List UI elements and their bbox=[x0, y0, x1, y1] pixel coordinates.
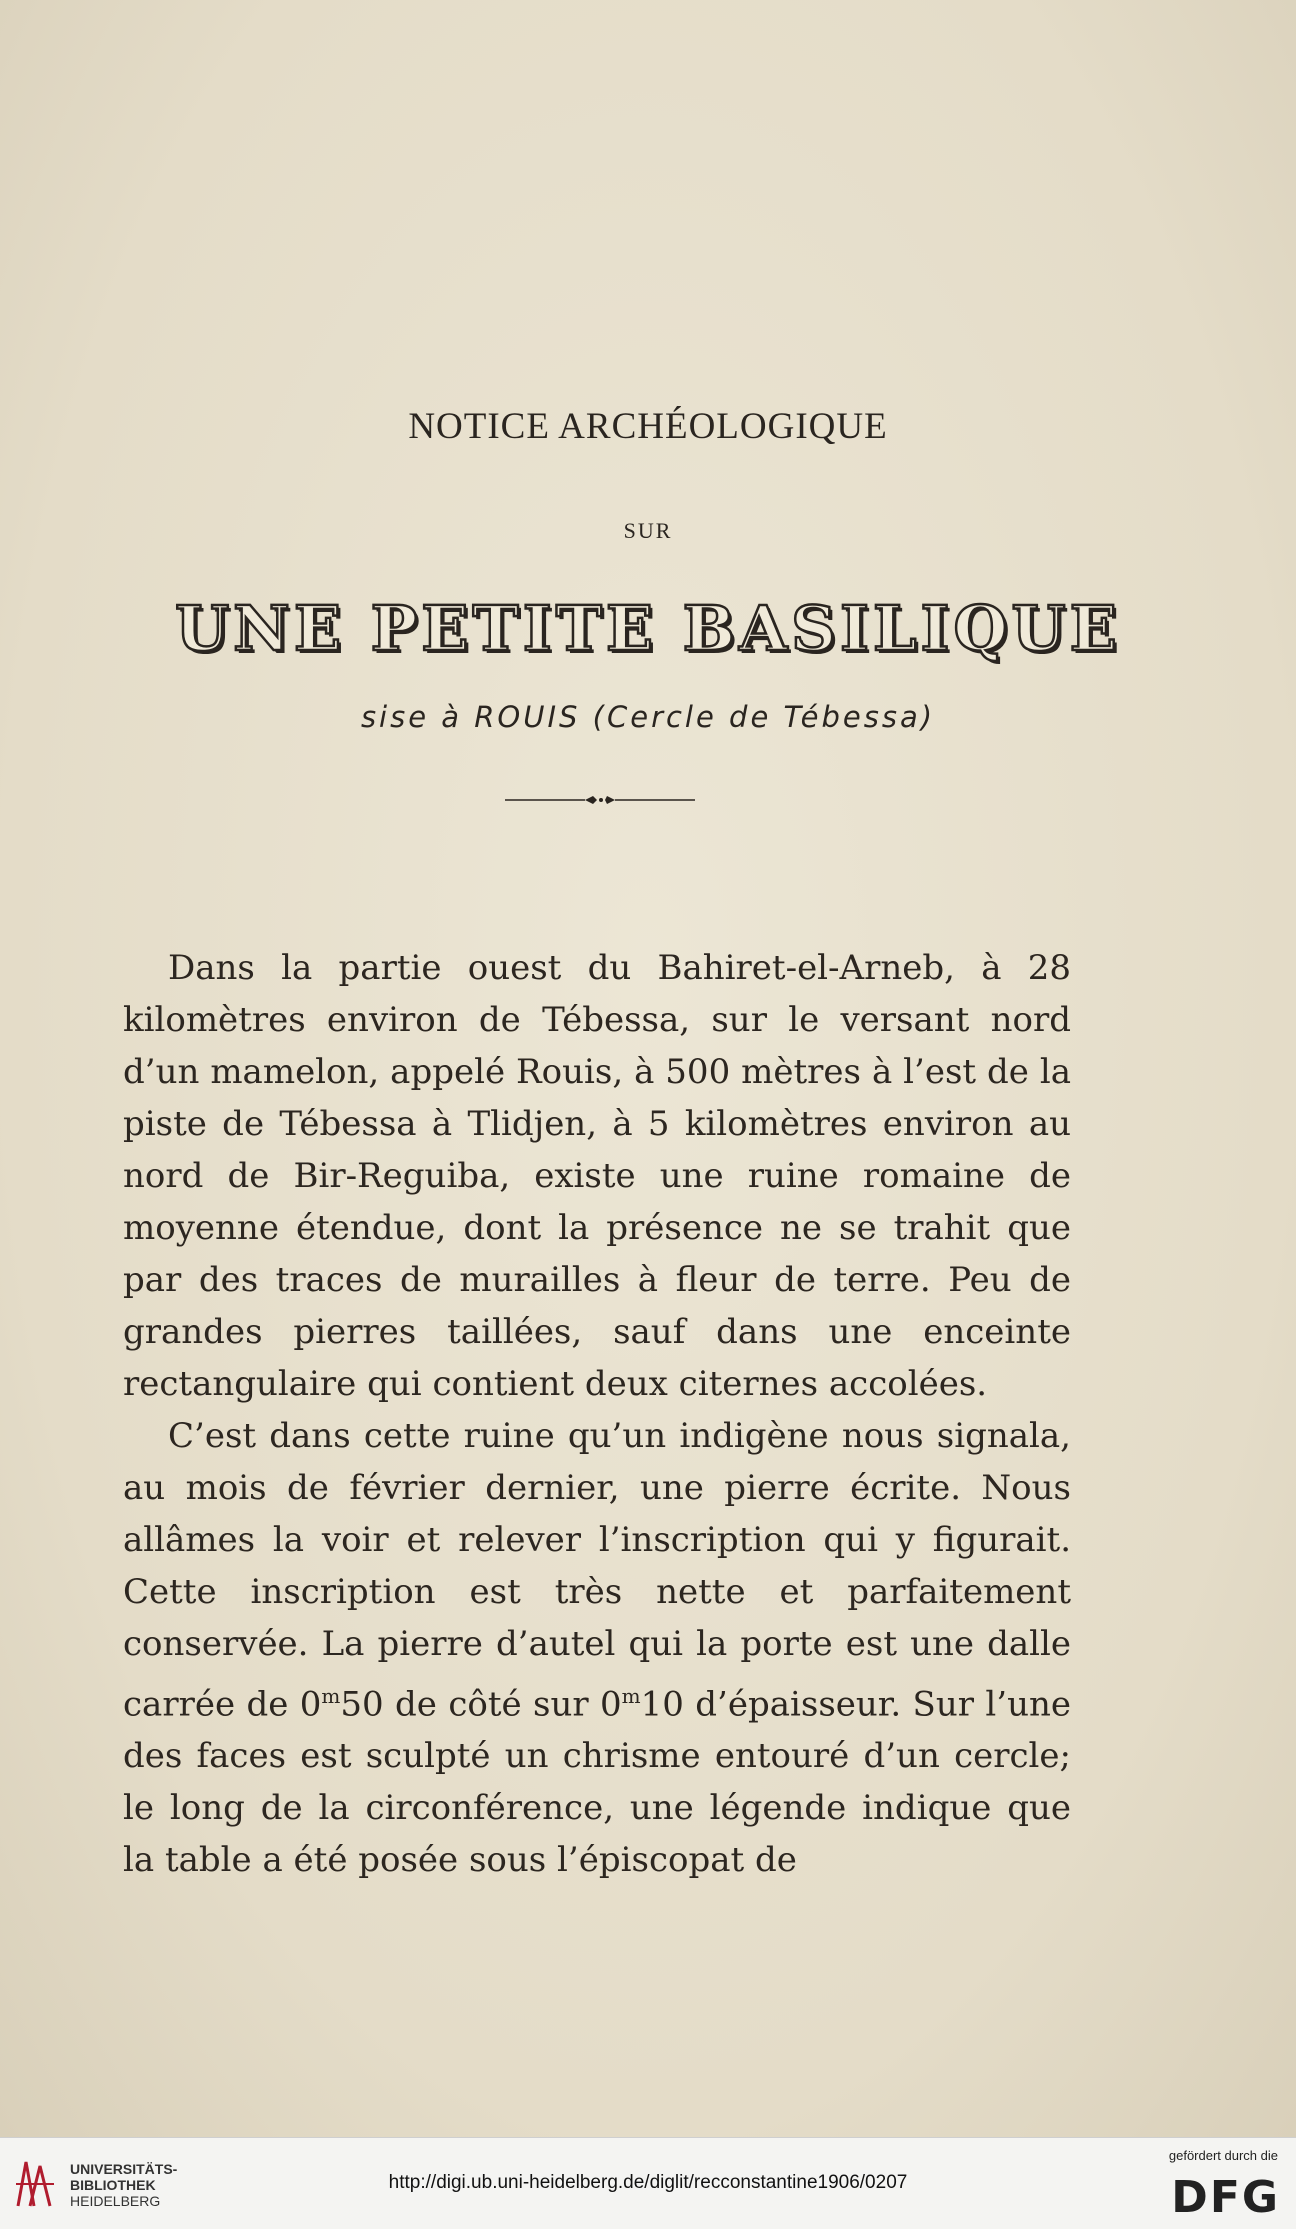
permalink-url[interactable]: http://digi.ub.uni-heidelberg.de/diglit/recconstantine1906/0207 bbox=[388, 2172, 908, 2193]
page-subtitle: sise à ROUIS (Cercle de Tébessa) bbox=[360, 700, 936, 734]
paragraph-1: Dans la partie ouest du Bahiret-el-Arneb, à 28 kilomètres environ de Tébessa, sur le versant nord d’un mamelon, appelé Rouis, à 500 mètres à l’est de la piste de Tébessa à Tlidjen, à 5 kilomètres environ au nord de Bir-Reguiba, existe une ruine romaine de moyenne étendue, dont la présence ne se trahit que par des traces de murailles à fleur de terre. Peu de grandes pierres taillées, sauf dans une enceinte rectangulaire qui contient deux citernes accolées. bbox=[123, 948, 1071, 1404]
heading-notice: NOTICE ARCHÉOLOGIQUE bbox=[408, 406, 888, 447]
dfg-logo: DFG bbox=[1171, 2172, 1280, 2223]
heading-sur: SUR bbox=[623, 518, 673, 543]
paragraph-2: C’est dans cette ruine qu’un indigène nous signala, au mois de février dernier, une pierre écrite. Nous allâmes la voir et relever l’inscription qui y figurait. Cette inscription est très nette et parfaitement conservée. La pierre d’autel qui la porte est une dalle carrée de 0$^m$50 de côté sur 0$^m$10 d’épaisseur. Sur l’une des faces est sculpté un chrisme entouré d’un cercle; le long de la circonférence, une légende indique que la table a été posée sous l’épiscopat de bbox=[123, 1416, 1071, 1881]
body-text bbox=[123, 942, 1071, 1886]
viewer-footer bbox=[0, 2137, 1296, 2229]
library-name: UNIVERSITÄTS- BIBLIOTHEK HEIDELBERG bbox=[70, 2161, 178, 2209]
ornament-divider-icon bbox=[505, 790, 695, 810]
page-title: UNE PETITE BASILIQUE bbox=[175, 592, 1121, 665]
funded-by-label: gefördert durch die bbox=[1168, 2148, 1278, 2163]
